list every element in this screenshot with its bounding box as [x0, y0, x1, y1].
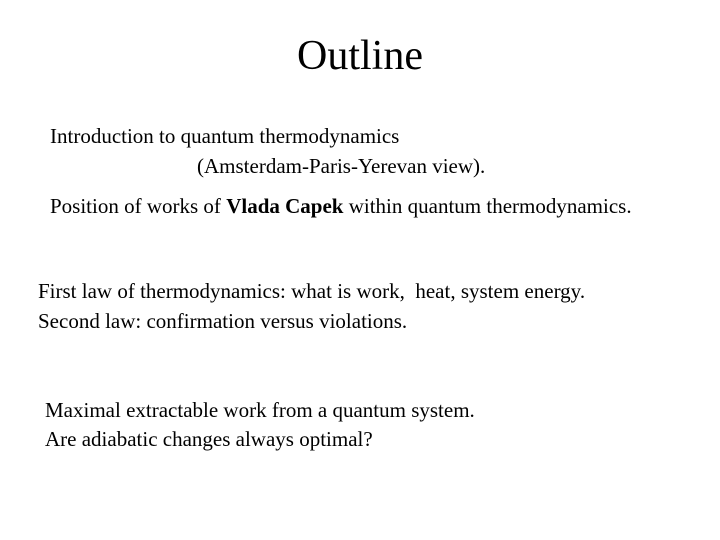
- outline-item-work-line1: Maximal extractable work from a quantum system.: [45, 398, 475, 422]
- outline-item-work-line2: Are adiabatic changes always optimal?: [45, 427, 373, 451]
- outline-item-intro-line2: (Amsterdam-Paris-Yerevan view).: [197, 154, 486, 178]
- outline-item-laws-line2: Second law: confirmation versus violations.: [38, 309, 408, 333]
- outline-item-intro-line1: Introduction to quantum thermodynamics: [50, 124, 400, 148]
- outline-item-capek-line: [50, 193, 632, 219]
- outline-item-laws-line1: First law of thermodynamics: what is work, heat, system energy.: [38, 279, 586, 303]
- outline-item-capek-suffix: within quantum thermodynamics.: [343, 194, 632, 218]
- author-name: Vlada Capek: [226, 194, 344, 218]
- slide-title: Outline: [297, 33, 423, 79]
- outline-item-capek-prefix: Position of works of: [50, 194, 227, 218]
